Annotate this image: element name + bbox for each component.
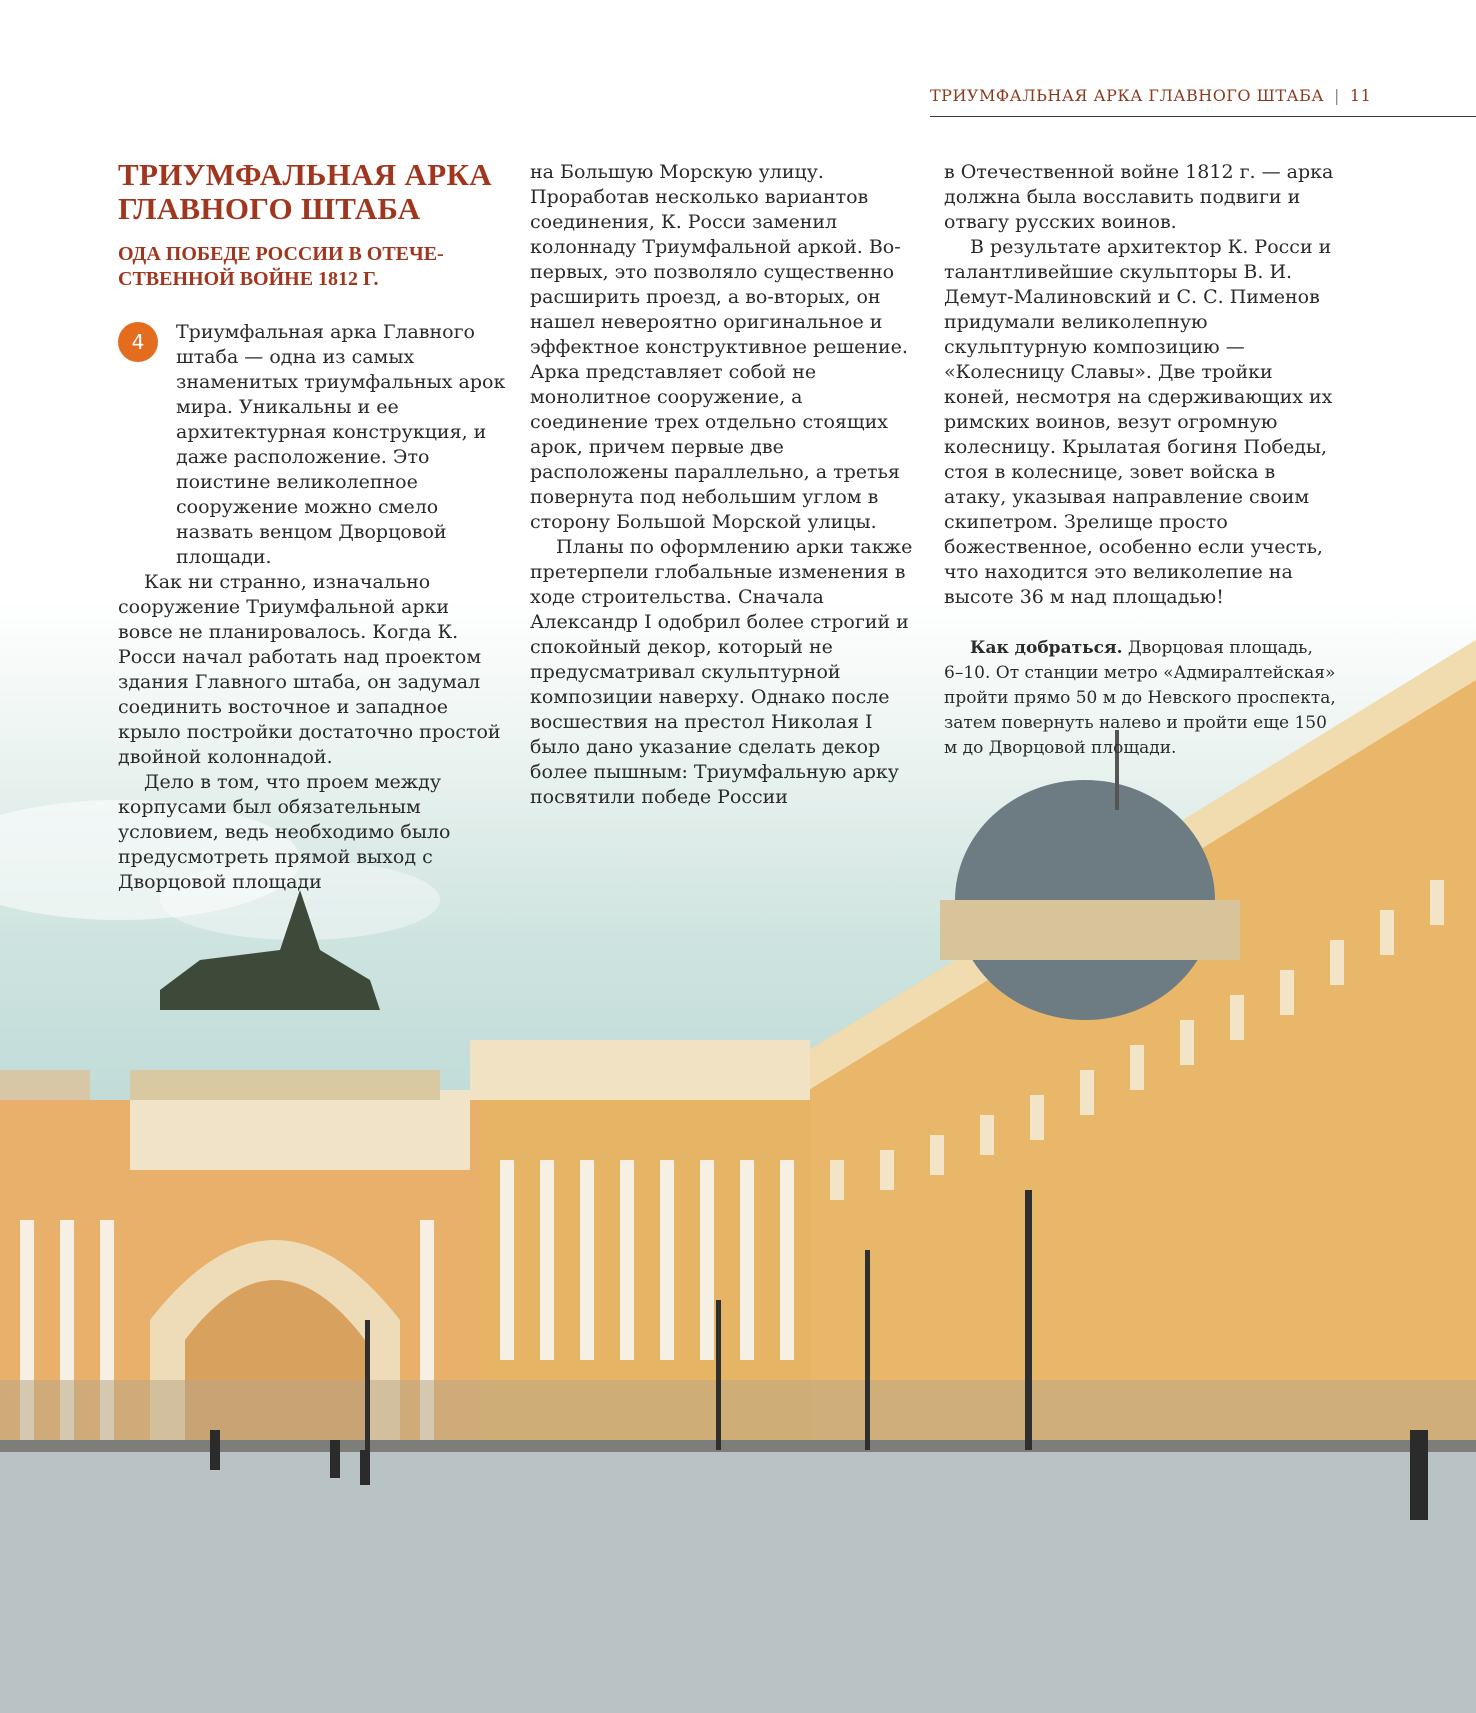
article-title (118, 158, 506, 226)
page-number: 11 (1349, 86, 1372, 105)
article-title-line-2: ГЛАВНОГО ШТАБА (118, 191, 421, 226)
text-column-1 (118, 158, 506, 895)
how-to-get-there-label: Как добраться. (970, 638, 1123, 658)
running-header (930, 86, 1476, 117)
running-header-separator: | (1334, 86, 1340, 105)
paragraph: на Большую Морскую улицу. Проработав несколько вариантов соединения, К. Росси заменил колоннаду Триумфальной аркой. Во-первых, это позволяло существенно расширить проезд, а во-вторых, он нашел невероятно оригинальное и эффектное конструктивное решение. Арка представляет собой не монолитное сооружение, а соединение трех отдельно стоящих арок, причем первые две расположены параллельно, а третья повернута под небольшим углом в сторону Большой Морской улицы. (530, 161, 908, 533)
how-to-get-there (944, 636, 1336, 761)
text-column-2 (530, 160, 922, 810)
article-subtitle (118, 242, 506, 292)
how-to-get-there-text: Дворцовая площадь, 6–10. От станции метро «Адмиралтейская» пройти прямо 50 м до Невского проспекта, затем повернуть налево и пройти еще 150 м до Дворцовой площади. (944, 638, 1336, 758)
paragraph: Как ни странно, изначально сооружение Триумфальной арки вовсе не планировалось. Когда К. Росси начал работать над проектом здания Главного штаба, он задумал соединить восточное и западное крыло постройки достаточно простой двойной колоннадой. (118, 571, 501, 768)
article-subtitle-line-1: ОДА ПОБЕДЕ РОССИИ В ОТЕЧЕ- (118, 243, 444, 265)
article-subtitle-line-2: СТВЕННОЙ ВОЙНЕ 1812 Г. (118, 268, 379, 290)
paragraph: В результате архитектор К. Росси и талантливейшие скульпторы В. И. Демут-Малиновский и С. С. Пименов придумали великолепную скульптурную композицию — «Колесницу Славы». Две тройки коней, несмотря на сдерживающих их римских воинов, везут огромную колесницу. Крылатая богиня Победы, стоя в колеснице, зовет войска в атаку, указывая направление своим скипетром. Зрелище просто божественное, особенно если учесть, что находится это великолепие на высоте 36 м над площадью! (944, 236, 1333, 608)
article-title-line-1: ТРИУМФАЛЬНАЯ АРКА (118, 157, 492, 192)
paragraph: Триумфальная арка Главного штаба — одна из самых знаменитых триумфальных арок мира. Уникальны и ее архитектурная конструкция, и даже расположение. Это поистине великолепное сооружение можно смело назвать венцом Дворцовой площади. (176, 321, 506, 568)
location-number-badge: 4 (118, 322, 158, 362)
paragraph: в Отечественной войне 1812 г. — арка должна была восславить подвиги и отвагу русских воинов. (944, 161, 1334, 233)
paragraph: Планы по оформлению арки также претерпели глобальные изменения в ходе строительства. Сначала Александр I одобрил более строгий и спокойный декор, который не предусматривал скульптурной композиции наверху. Однако после восшествия на престол Николая I было дано указание сделать декор более пышным: Триумфальную арку посвятили победе России (530, 536, 913, 808)
running-header-section: ТРИУМФАЛЬНАЯ АРКА ГЛАВНОГО ШТАБА (930, 86, 1325, 105)
lead-paragraph-block (118, 320, 506, 570)
text-column-3 (944, 160, 1336, 761)
paragraph: Дело в том, что проем между корпусами был обязательным условием, ведь необходимо было предусмотреть прямой выход с Дворцовой площади (118, 771, 451, 893)
